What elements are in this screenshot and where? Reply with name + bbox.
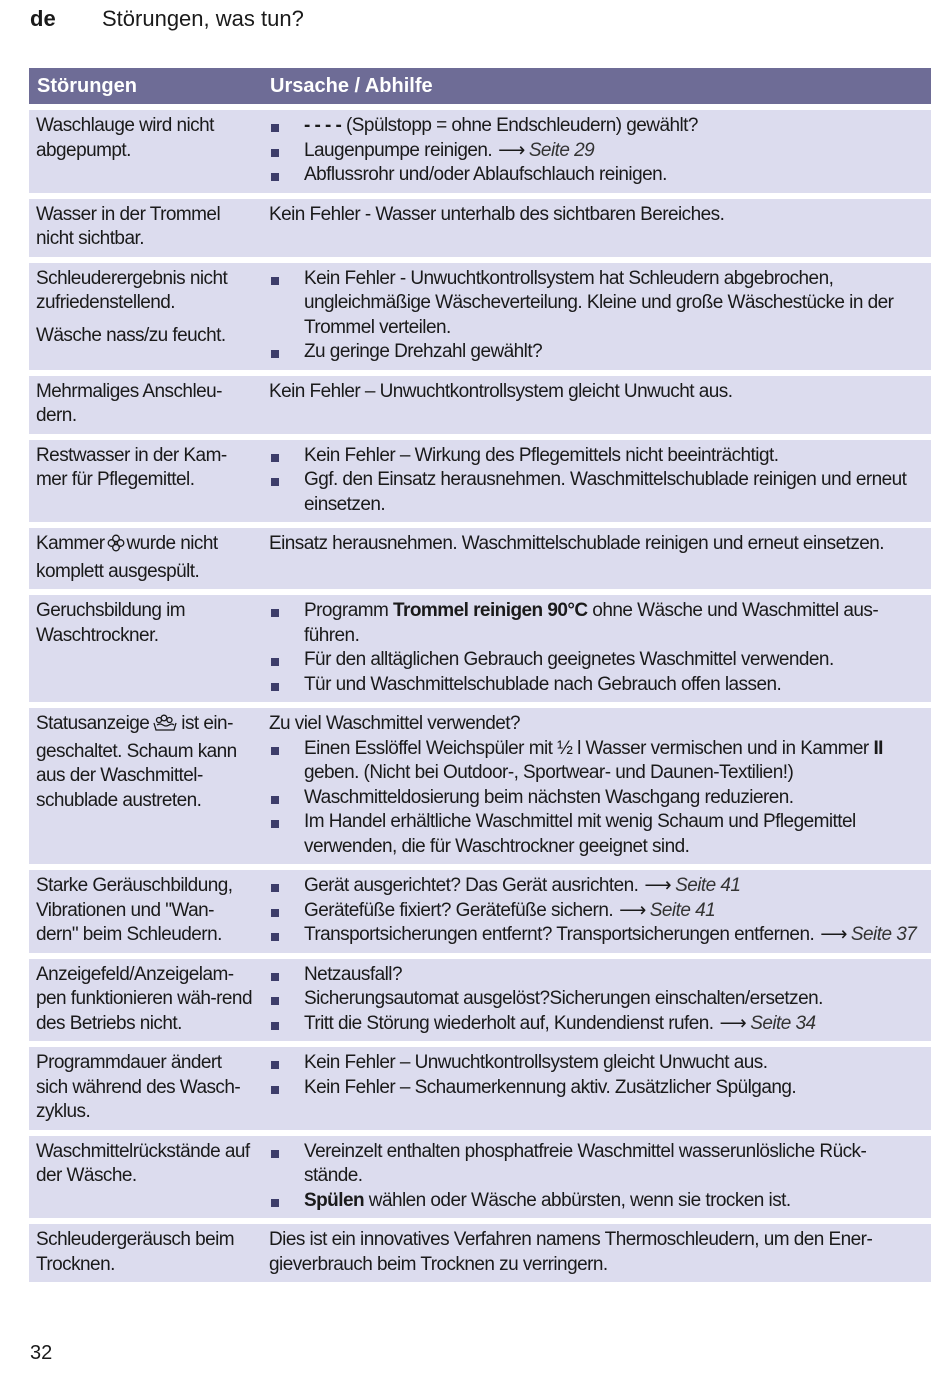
fault-cell [29, 1224, 262, 1282]
table-row [29, 595, 931, 702]
fault-cell [29, 870, 262, 953]
list-item [269, 444, 924, 469]
list-item [269, 267, 924, 341]
list-item [269, 963, 924, 988]
remedy-text: Einsatz herausnehmen. Waschmittelschublade reinigen und erneut einsetzen. [269, 533, 885, 554]
fault-text: Kammer [36, 533, 105, 554]
setting-label: - - - - [304, 115, 342, 136]
remedy-text: Dies ist ein innovatives Verfahren namens Thermoschleudern, um den Ener-gieverbrauch beim Trocknen zu verringern. [269, 1229, 873, 1275]
list-item [269, 1076, 924, 1101]
list-item [269, 1189, 924, 1214]
item-text: Netzausfall? [304, 963, 402, 985]
page-header [30, 6, 304, 32]
item-text: Abflussrohr und/oder Ablaufschlauch reinigen. [304, 164, 667, 185]
foam-icon [151, 714, 179, 740]
fault-text: Starke Geräuschbildung, Vibrationen und "Wan-dern" beim Schleudern. [36, 875, 233, 945]
item-text: Einen Esslöffel Weichspüler mit ½ l Wasser vermischen und in Kammer [304, 737, 874, 759]
page-reference[interactable] [714, 1013, 816, 1034]
remedy-cell [262, 708, 931, 864]
column-header-fault: Störungen [29, 68, 262, 104]
reference-page: Seite 29 [528, 139, 595, 161]
arrow-right-icon: ⟶ [498, 139, 525, 161]
list-item [269, 340, 924, 365]
flower-icon [107, 534, 125, 560]
list-item [269, 1140, 924, 1189]
arrow-right-icon: ⟶ [644, 875, 672, 896]
item-text: Im Handel erhältliche Waschmittel mit wenig Schaum und Pflegemittel verwenden, die für Waschtrockner geeignet sind. [304, 811, 856, 857]
page-number: 32 [30, 1342, 53, 1364]
table-row [29, 263, 931, 370]
item-text: Kein Fehler – Unwuchtkontrollsystem gleicht Unwucht aus. [304, 1052, 768, 1073]
reference-page: Seite 37 [850, 924, 917, 945]
reference-page: Seite 41 [649, 899, 716, 921]
item-text: Kein Fehler – Schaumerkennung aktiv. Zusätzlicher Spülgang. [304, 1076, 797, 1098]
page-reference[interactable] [613, 900, 715, 921]
list-item [269, 599, 924, 648]
reference-page: Seite 34 [750, 1012, 816, 1034]
list-item [269, 1051, 924, 1076]
list-item [269, 923, 924, 948]
table-row [29, 959, 931, 1042]
item-text: geben. (Nicht bei Outdoor-, Sportwear- und Daunen-Textilien!) [304, 762, 794, 783]
fault-cell [29, 263, 262, 370]
fault-text: ist ein-geschaltet. Schaum kann aus der Waschmittel-schublade austreten. [36, 713, 237, 811]
remedy-cell [262, 376, 931, 434]
table-row [29, 376, 931, 434]
fault-cell [29, 959, 262, 1042]
fault-text: Restwasser in der Kam-mer für Pflegemittel. [36, 444, 227, 490]
table-row [29, 1224, 931, 1282]
list-item [269, 987, 924, 1012]
page-reference[interactable] [638, 875, 740, 896]
arrow-right-icon: ⟶ [820, 924, 847, 945]
item-text: Kein Fehler - Unwuchtkontrollsystem hat Schleudern abgebrochen, ungleichmäßige Wäscheverteilung. Kleine und große Wäschestücke in der Trommel verteilen. [304, 267, 894, 338]
item-text: Waschmitteldosierung beim nächsten Waschgang reduzieren. [304, 786, 794, 808]
remedy-cell [262, 595, 931, 702]
list-item [269, 648, 924, 673]
fault-text: Waschlauge wird nicht abgepumpt. [36, 115, 214, 161]
remedy-cell [262, 263, 931, 370]
table-header-row [29, 68, 931, 104]
fault-text: Mehrmaliges Anschleu-dern. [36, 380, 222, 426]
fault-text: Geruchsbildung im Waschtrockner. [36, 600, 186, 646]
item-text: Zu geringe Drehzahl gewählt? [304, 341, 543, 362]
list-item [269, 874, 924, 899]
item-text: Tür und Waschmittelschublade nach Gebrauch offen lassen. [304, 673, 782, 695]
item-text: Für den alltäglichen Gebrauch geeignetes Waschmittel verwenden. [304, 649, 834, 670]
remedy-text: Zu viel Waschmittel verwendet? [269, 713, 521, 734]
fault-cell [29, 595, 262, 702]
remedy-cell [262, 528, 931, 589]
table-row [29, 708, 931, 864]
table-row [29, 199, 931, 257]
table-row [29, 110, 931, 193]
list-item [269, 163, 924, 188]
item-text: Ggf. den Einsatz herausnehmen. Waschmittelschublade reinigen und erneut einsetzen. [304, 469, 907, 515]
fault-cell [29, 528, 262, 589]
fault-cell [29, 110, 262, 193]
table-row [29, 528, 931, 589]
list-item [269, 1012, 924, 1037]
list-item [269, 810, 924, 859]
page-reference[interactable] [492, 140, 594, 161]
remedy-cell [262, 199, 931, 257]
remedy-cell [262, 1047, 931, 1130]
fault-cell [29, 1136, 262, 1219]
remedy-cell [262, 1224, 931, 1282]
fault-text: Statusanzeige [36, 713, 150, 734]
table-row [29, 1047, 931, 1130]
remedy-cell [262, 440, 931, 523]
item-text: ohne Wäsche und Waschmittel aus-führen. [304, 600, 879, 646]
remedy-text: Kein Fehler – Unwuchtkontrollsystem gleicht Unwucht aus. [269, 380, 733, 402]
page-title: Störungen, was tun? [102, 6, 304, 31]
arrow-right-icon: ⟶ [619, 899, 646, 921]
remedy-cell [262, 1136, 931, 1219]
fault-text: Schleudergeräusch beim Trocknen. [36, 1229, 235, 1275]
fault-text: wurde nicht komplett ausgespült. [36, 533, 218, 582]
list-item [269, 737, 924, 786]
fault-cell [29, 440, 262, 523]
item-text: Kein Fehler – Wirkung des Pflegemittels nicht beeinträchtigt. [304, 444, 779, 466]
list-item [269, 468, 924, 517]
item-text: Laugenpumpe reinigen. [304, 139, 493, 161]
item-text: (Spülstopp = ohne Endschleudern) gewählt? [341, 115, 698, 136]
item-text: Gerätefüße fixiert? Gerätefüße sichern. [304, 899, 614, 921]
reference-page: Seite 41 [675, 875, 741, 896]
table-row [29, 1136, 931, 1219]
remedy-cell [262, 959, 931, 1042]
list-item [269, 786, 924, 811]
list-item [269, 114, 924, 139]
table-row [29, 440, 931, 523]
table-row [29, 870, 931, 953]
fault-text: Programmdauer ändert sich während des Wasch-zyklus. [36, 1052, 241, 1122]
chamber-label: II [873, 737, 883, 759]
item-text: Vereinzelt enthalten phosphatfreie Waschmittel wasserunlösliche Rück-stände. [304, 1140, 867, 1186]
fault-text: Wäsche nass/zu feucht. [36, 324, 226, 346]
item-text: wählen oder Wäsche abbürsten, wenn sie trocken ist. [364, 1189, 791, 1211]
page-reference[interactable] [814, 924, 916, 945]
item-text: Tritt die Störung wiederholt auf, Kundendienst rufen. [304, 1012, 714, 1034]
program-name: Trommel reinigen 90°C [393, 600, 588, 621]
remedy-cell [262, 110, 931, 193]
arrow-right-icon: ⟶ [719, 1012, 747, 1034]
troubleshooting-table [29, 62, 931, 1288]
fault-cell [29, 199, 262, 257]
language-code: de [30, 6, 56, 31]
fault-cell [29, 376, 262, 434]
fault-cell [29, 708, 262, 864]
remedy-cell [262, 870, 931, 953]
item-text: Transportsicherungen entfernt? Transportsicherungen entfernen. [304, 924, 815, 945]
item-text: Sicherungsautomat ausgelöst?Sicherungen einschalten/ersetzen. [304, 988, 823, 1009]
list-item [269, 139, 924, 164]
item-text: Programm [304, 600, 394, 621]
list-item [269, 673, 924, 698]
item-text: Gerät ausgerichtet? Das Gerät ausrichten. [304, 875, 639, 896]
fault-text: Anzeigefeld/Anzeigelam-pen funktionieren wäh-rend des Betriebs nicht. [36, 963, 252, 1034]
remedy-text: Kein Fehler - Wasser unterhalb des sichtbaren Bereiches. [269, 203, 725, 225]
fault-text: Schleuderergebnis nicht zufriedenstellend. [36, 267, 228, 313]
fault-text: Waschmittelrückstände auf der Wäsche. [36, 1140, 250, 1186]
program-name: Spülen [304, 1189, 365, 1211]
column-header-remedy: Ursache / Abhilfe [262, 68, 931, 104]
fault-text: Wasser in der Trommel nicht sichtbar. [36, 203, 221, 249]
list-item [269, 899, 924, 924]
fault-cell [29, 1047, 262, 1130]
